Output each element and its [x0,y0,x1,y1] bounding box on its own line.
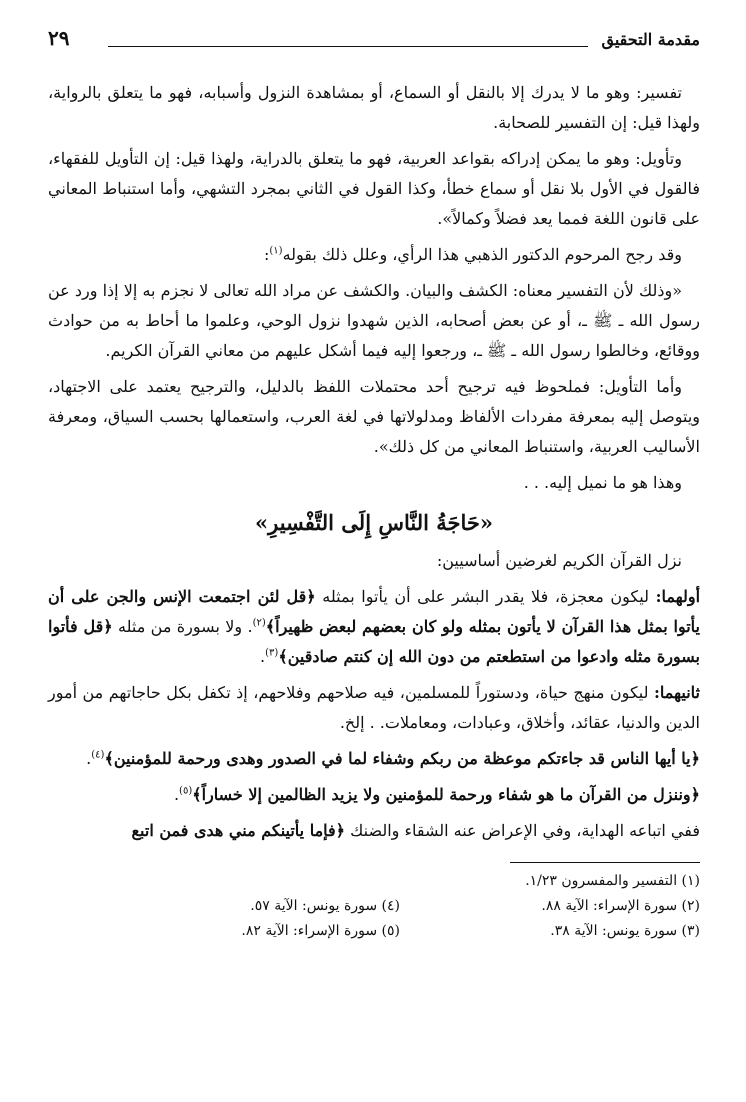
paragraph-opinion: وهذا هو ما نميل إليه. . . [523,473,682,492]
book-page [48,26,700,944]
paragraph-first-purpose [48,582,700,672]
verse-isra-82: ﴿وننزل من القرآن ما هو شفاء ورحمة للمؤمنين ولا يزيد الظالمين إلا خساراً﴾ [192,785,700,804]
footnote-ref: (٢) [252,617,266,629]
dhahabi-text: وقد رجح المرحوم الدكتور الذهبي هذا الرأي، وعلل ذلك بقوله [282,245,682,264]
paragraph-tafsir: تفسير: وهو ما لا يدرك إلا بالنقل أو السماع، أو بمشاهدة النزول وأسبابه، فهو ما يتعلق بالرواية، ولهذا قيل: إن التفسير للصحابة. [48,83,700,132]
verse-yunus-38: ﴿قل فأتوا بسورة مثله وادعوا من استطعتم من دون الله إن كنتم صادقين﴾ [48,617,700,666]
page-header [48,26,700,56]
second-lead: ثانيهما: [653,683,700,702]
footnote-4: (٤) سورة يونس: الآية ٥٧. [250,898,400,914]
footnote-2: (٢) سورة الإسراء: الآية ٨٨. [541,898,700,914]
footnote-row [48,869,700,894]
verse-taha-123: ﴿فإما يأتينكم مني هدى فمن اتبع [131,821,346,840]
first-end: . [260,647,266,666]
header-rule [108,46,588,47]
paragraph-quote-tafsir: «وذلك لأن التفسير معناه: الكشف والبيان. والكشف عن مراد الله تعالى لا نجزم به إلا إذا ورد عن رسول الله ـ ﷺ ـ، أو عن بعض أصحابه، الذين شهدوا نزول الوحي، وعلموا ما أحاط به من حوادث ووقائع، وخالطوا رسول الله ـ ﷺ ـ، ورجعوا إليه فيما أشكل عليهم من معاني القرآن الكريم. [48,281,700,360]
footnotes [48,869,700,944]
verse4-end: . [173,785,180,804]
footnote-rule [510,862,700,863]
footnote-ref: (١) [269,245,283,257]
running-title: مقدمة التحقيق [601,30,700,49]
first-text-2: . ولا بسورة من مثله [112,617,253,636]
verse-yunus-57: ﴿يا أيها الناس قد جاءتكم موعظة من ربكم وشفاء لما في الصدور وهدى ورحمة للمؤمنين﴾ [104,749,700,768]
verse-isra-88: ﴿قل لئن اجتمعت الإنس والجن على أن يأتوا بمثل هذا القرآن لا يأتون بمثله ولو كان بعضهم لبعض ظهيراً﴾ [48,587,701,636]
second-text: ليكون منهج حياة، ودستوراً للمسلمين، فيه صلاحهم وفلاحهم، إذ تكفل بكل حاجاتهم من أمور الدين والدنيا، عقائد، وأخلاق، وعبادات، ومعاملات. . إلخ. [48,683,700,732]
footnote-ref: (٤) [91,749,105,761]
paragraph-quote-tawil: وأما التأويل: فملحوظ فيه ترجيح أحد محتملات اللفظ بالدليل، والترجيح يعتمد على الاجتهاد، ويتوصل إليه بمعرفة مفردات الألفاظ ومدلولاتها في لغة العرب، واستعمالها بحسب السياق، ومعرفة الأساليب العربية، واستنباط المعاني من كل ذلك». [48,377,700,456]
page-number: ٢٩ [48,26,70,50]
footnote-row [48,919,700,944]
paragraph-verse-isra-82 [48,780,700,810]
first-text-1: ليكون معجزة، فلا يقدر البشر على أن يأتوا بمثله [315,587,656,606]
main-text [48,78,700,846]
paragraph-verse-yunus-57 [48,744,700,774]
paragraph-last [48,816,700,846]
footnote-ref: (٥) [179,785,193,797]
first-lead: أولهما: [655,587,701,606]
footnote-3: (٣) سورة يونس: الآية ٣٨. [550,923,700,939]
dhahabi-end: : [263,245,270,264]
paragraph-second-purpose [48,678,700,738]
last-text: ففي اتباعه الهداية، وفي الإعراض عنه الشقاء والضنك [345,821,700,840]
footnote-ref: (٣) [265,647,279,659]
footnote-5: (٥) سورة الإسراء: الآية ٨٢. [241,923,400,939]
footnote-1: (١) التفسير والمفسرون ١/٢٣. [525,873,700,889]
paragraph-intro: نزل القرآن الكريم لغرضين أساسيين: [436,551,682,570]
footnote-row [48,894,700,919]
paragraph-tawil: وتأويل: وهو ما يمكن إدراكه بقواعد العربية، فهو ما يتعلق بالدراية، ولهذا قيل: إن التأويل للفقهاء، فالقول في الأول بلا نقل أو سماع خطأ، وكذا القول في الثاني بمجرد التشهي، وأما استنباط المعاني على قانون اللغة فمما يعد فضلاً وكمالاً». [48,149,700,228]
paragraph-dhahabi [48,240,700,270]
section-heading: «حَاجَةُ النَّاسِ إِلَى التَّفْسِيرِ» [255,510,493,535]
verse3-end: . [86,749,92,768]
